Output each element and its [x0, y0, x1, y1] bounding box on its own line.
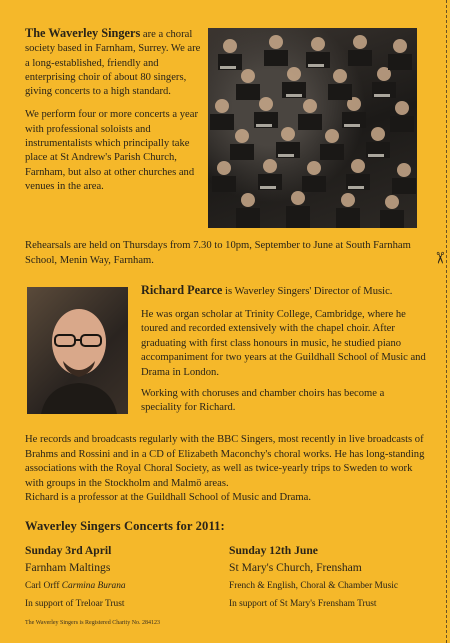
- concert-venue: St Mary's Church, Frensham: [229, 561, 362, 574]
- concert-program: [229, 580, 429, 592]
- director-portrait: [27, 287, 128, 414]
- concerts-heading: Waverley Singers Concerts for 2011:: [25, 519, 225, 533]
- concert-date: Sunday 12th June: [229, 544, 318, 557]
- concert-card: [25, 544, 225, 616]
- rehearsals-text: Rehearsals are held on Thursdays from 7.30 to 10pm, September to June at South Farnham School, Menin Way, Farnham.: [25, 240, 411, 266]
- concert-support: In support of St Mary's Frensham Trust: [229, 599, 377, 609]
- concert-program-work: Carmina Burana: [61, 581, 126, 591]
- choir-name: The Waverley Singers: [25, 26, 141, 40]
- concert-program-prefix: French & English, Choral & Chamber Music: [229, 581, 398, 591]
- director-portrait-figure: [27, 287, 128, 414]
- cut-line: [446, 0, 447, 643]
- director-paragraph-2-start: Working with choruses and chamber choirs has become a speciality for Richard.: [141, 387, 385, 414]
- intro-paragraph-2: We perform four or more concerts a year with professional soloists and instrumentalists which principally take place at St Andrew's Parish Church, Farnham, but also at other churches and venues in the area.: [25, 109, 198, 192]
- concert-card: [229, 544, 429, 616]
- concert-venue: Farnham Maltings: [25, 561, 111, 574]
- concert-program: [25, 580, 225, 592]
- charity-notice: The Waverley Singers is Registered Charity No. 284123: [25, 620, 161, 626]
- director-bio: [141, 283, 426, 422]
- director-name: Richard Pearce: [141, 283, 223, 297]
- intro-paragraph-1: [25, 26, 203, 99]
- scissors-icon: ✂: [430, 251, 450, 265]
- intro-column: [25, 26, 203, 203]
- choir-photo-figures: [208, 28, 417, 228]
- concert-program-prefix: Carl Orff: [25, 581, 62, 591]
- concert-support: In support of Treloar Trust: [25, 599, 125, 609]
- director-paragraph-2: He records and broadcasts regularly with the BBC Singers, most recently in live broadcasts of Brahms and Rossini and in a CD of Elizabeth Maconchy's choral works. He has long-standing associations with the Royal Choral Society, as well as twice-yearly trips to Sweden to work with groups in the Stockholm and Malmö areas.: [25, 434, 425, 489]
- director-paragraph-1: He was organ scholar at Trinity College, Cambridge, where he toured and recorded extensively with the chapel choir. After graduating with first class honours in music, he studied piano accompaniment for two years at the Guildhall School of Music and Drama in London.: [141, 308, 426, 378]
- concert-date: Sunday 3rd April: [25, 544, 112, 557]
- intro-paragraph-1-text: are a choral society based in Farnham, Surrey. We are a long-established, friendly and enterprising choir of about 80 singers, giving concerts to a high standard.: [25, 29, 201, 98]
- choir-photo: [208, 28, 417, 228]
- director-heading: [141, 283, 426, 300]
- director-title: is Waverley Singers' Director of Music.: [222, 286, 393, 297]
- director-paragraph-3: Richard is a professor at the Guildhall School of Music and Drama.: [25, 492, 311, 503]
